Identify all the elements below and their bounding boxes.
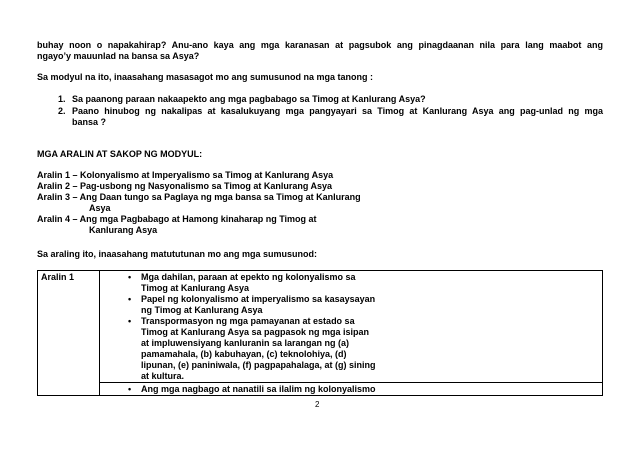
objective-list	[103, 272, 599, 382]
objective-line: Papel ng kolonyalismo at imperyalismo sa kasaysayan	[141, 294, 376, 304]
lesson-cell: Aralin 1	[38, 271, 100, 396]
question-text: Paano hinubog ng nakalipas at kasalukuyang mga pangyayari sa Timog at Kanlurang Asya ang pag-unlad ng mga	[72, 106, 603, 116]
objective-list	[103, 384, 599, 395]
bullet-icon: •	[128, 294, 132, 304]
bullet-icon: •	[128, 316, 132, 326]
objective-item	[128, 316, 599, 382]
question-text: Sa paanong paraan nakaapekto ang mga pagbabago sa Timog at Kanlurang Asya?	[72, 94, 426, 104]
question-text-cont: bansa ?	[72, 117, 107, 127]
objective-line: Mga dahilan, paraan at epekto ng kolonyalismo sa	[141, 272, 356, 282]
question-number: 1.	[58, 94, 66, 104]
objective-line: lipunan, (e) paniniwala, (f) pagpapahalaga, at (g) sining	[141, 360, 376, 370]
page-number: 2	[315, 400, 320, 409]
question-number: 2.	[58, 106, 66, 116]
lesson-item: Aralin 2 – Pag-usbong ng Nasyonalismo sa Timog at Kanlurang Asya	[37, 181, 333, 191]
objective-line: pamamahala, (b) kabuhayan, (c) teknolohiya, (d)	[141, 349, 347, 359]
objectives-table	[37, 270, 603, 396]
lesson-item: Aralin 4 – Ang mga Pagbabago at Hamong kinaharap ng Timog at	[37, 214, 317, 224]
lesson-item-cont: Kanlurang Asya	[89, 225, 158, 235]
objectives-cell	[100, 383, 603, 396]
section-heading: MGA ARALIN AT SAKOP NG MODYUL:	[37, 149, 203, 159]
table-row	[38, 383, 603, 396]
bullet-icon: •	[128, 384, 132, 394]
lesson-item: Aralin 3 – Ang Daan tungo sa Paglaya ng mga bansa sa Timog at Kanlurang	[37, 192, 361, 202]
objective-line: Transpormasyon ng mga pamayanan at estado sa	[141, 316, 355, 326]
learn-intro: Sa araling ito, inaasahang matututunan mo ang mga sumusunod:	[37, 249, 318, 259]
objectives-cell	[100, 271, 603, 383]
objective-line: Timog at Kanlurang Asya sa pagpasok ng mga isipan	[141, 327, 370, 337]
bullet-icon: •	[128, 272, 132, 282]
objective-item	[128, 272, 599, 294]
objective-line: Ang mga nagbago at nanatili sa ilalim ng kolonyalismo	[141, 384, 376, 394]
objective-line: Timog at Kanlurang Asya	[141, 283, 250, 293]
table-row	[38, 271, 603, 383]
lesson-item: Aralin 1 – Kolonyalismo at Imperyalismo sa Timog at Kanlurang Asya	[37, 170, 334, 180]
objective-item	[128, 294, 599, 316]
intro-line-2: ngayo’y mauunlad na bansa sa Asya?	[37, 51, 200, 61]
objective-line: at kultura.	[141, 371, 185, 381]
question-intro: Sa modyul na ito, inaasahang masasagot mo ang sumusunod na mga tanong :	[37, 72, 374, 82]
objective-line: ng Timog at Kanlurang Asya	[141, 305, 263, 315]
lesson-item-cont: Asya	[89, 203, 111, 213]
objective-line: at impluwensiyang kanluranin sa larangan ng (a)	[141, 338, 350, 348]
objective-item	[128, 384, 599, 395]
intro-line-1: buhay noon o napakahirap? Anu-ano kaya ang mga karanasan at pagsubok ang pinagdaanan nila para lang maabot ang	[37, 40, 603, 50]
